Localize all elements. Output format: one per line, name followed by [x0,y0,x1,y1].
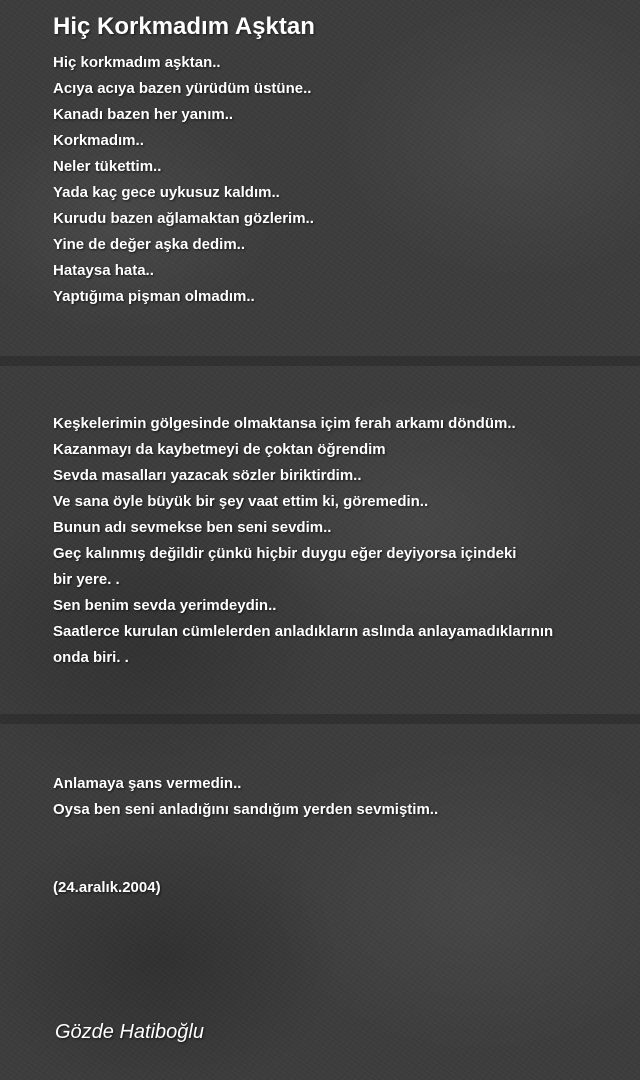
poem-line: Korkmadım.. [53,132,144,149]
poem-line: Saatlerce kurulan cümlelerden anladıkların aslında anlayamadıklarının [53,623,554,640]
poem-line: onda biri. . [53,649,129,666]
poem-line: Anlamaya şans vermedin.. [53,775,242,792]
poem-line: Yada kaç gece uykusuz kaldım.. [53,184,280,201]
section-divider [0,356,640,366]
poem-line: Yaptığıma pişman olmadım.. [53,288,255,305]
poem-line: Kazanmayı da kaybetmeyi de çoktan öğrendim [53,441,386,458]
poem-line: Acıya acıya bazen yürüdüm üstüne.. [53,80,312,97]
poem-line: Kanadı bazen her yanım.. [53,106,234,123]
poem-line: Hataysa hata.. [53,262,154,279]
stanza-2 [53,411,613,671]
poem-author: Gözde Hatiboğlu [55,1021,204,1043]
stanza-1 [53,50,613,310]
poem-line: bir yere. . [53,571,120,588]
poem-line: Kurudu bazen ağlamaktan gözlerim.. [53,210,314,227]
poem-line: Sevda masalları yazacak sözler biriktirdim.. [53,467,362,484]
poem-line: Geç kalınmış değildir çünkü hiçbir duygu eğer deyiyorsa içindeki [53,545,517,562]
stanza-3 [53,771,613,823]
poem-line: Yine de değer aşka dedim.. [53,236,246,253]
poem-line: Keşkelerimin gölgesinde olmaktansa içim ferah arkamı döndüm.. [53,415,516,432]
poem-line: Oysa ben seni anladığını sandığım yerden sevmiştim.. [53,801,439,818]
poem-line: Bunun adı sevmekse ben seni sevdim.. [53,519,332,536]
poem-date: (24.aralık.2004) [53,879,161,896]
poem-line: Sen benim sevda yerimdeydin.. [53,597,277,614]
poem-line: Neler tükettim.. [53,158,162,175]
poem-title: Hiç Korkmadım Aşktan [53,13,315,40]
section-divider [0,714,640,724]
poem-line: Ve sana öyle büyük bir şey vaat ettim ki, göremedin.. [53,493,429,510]
poem-line: Hiç korkmadım aşktan.. [53,54,221,71]
